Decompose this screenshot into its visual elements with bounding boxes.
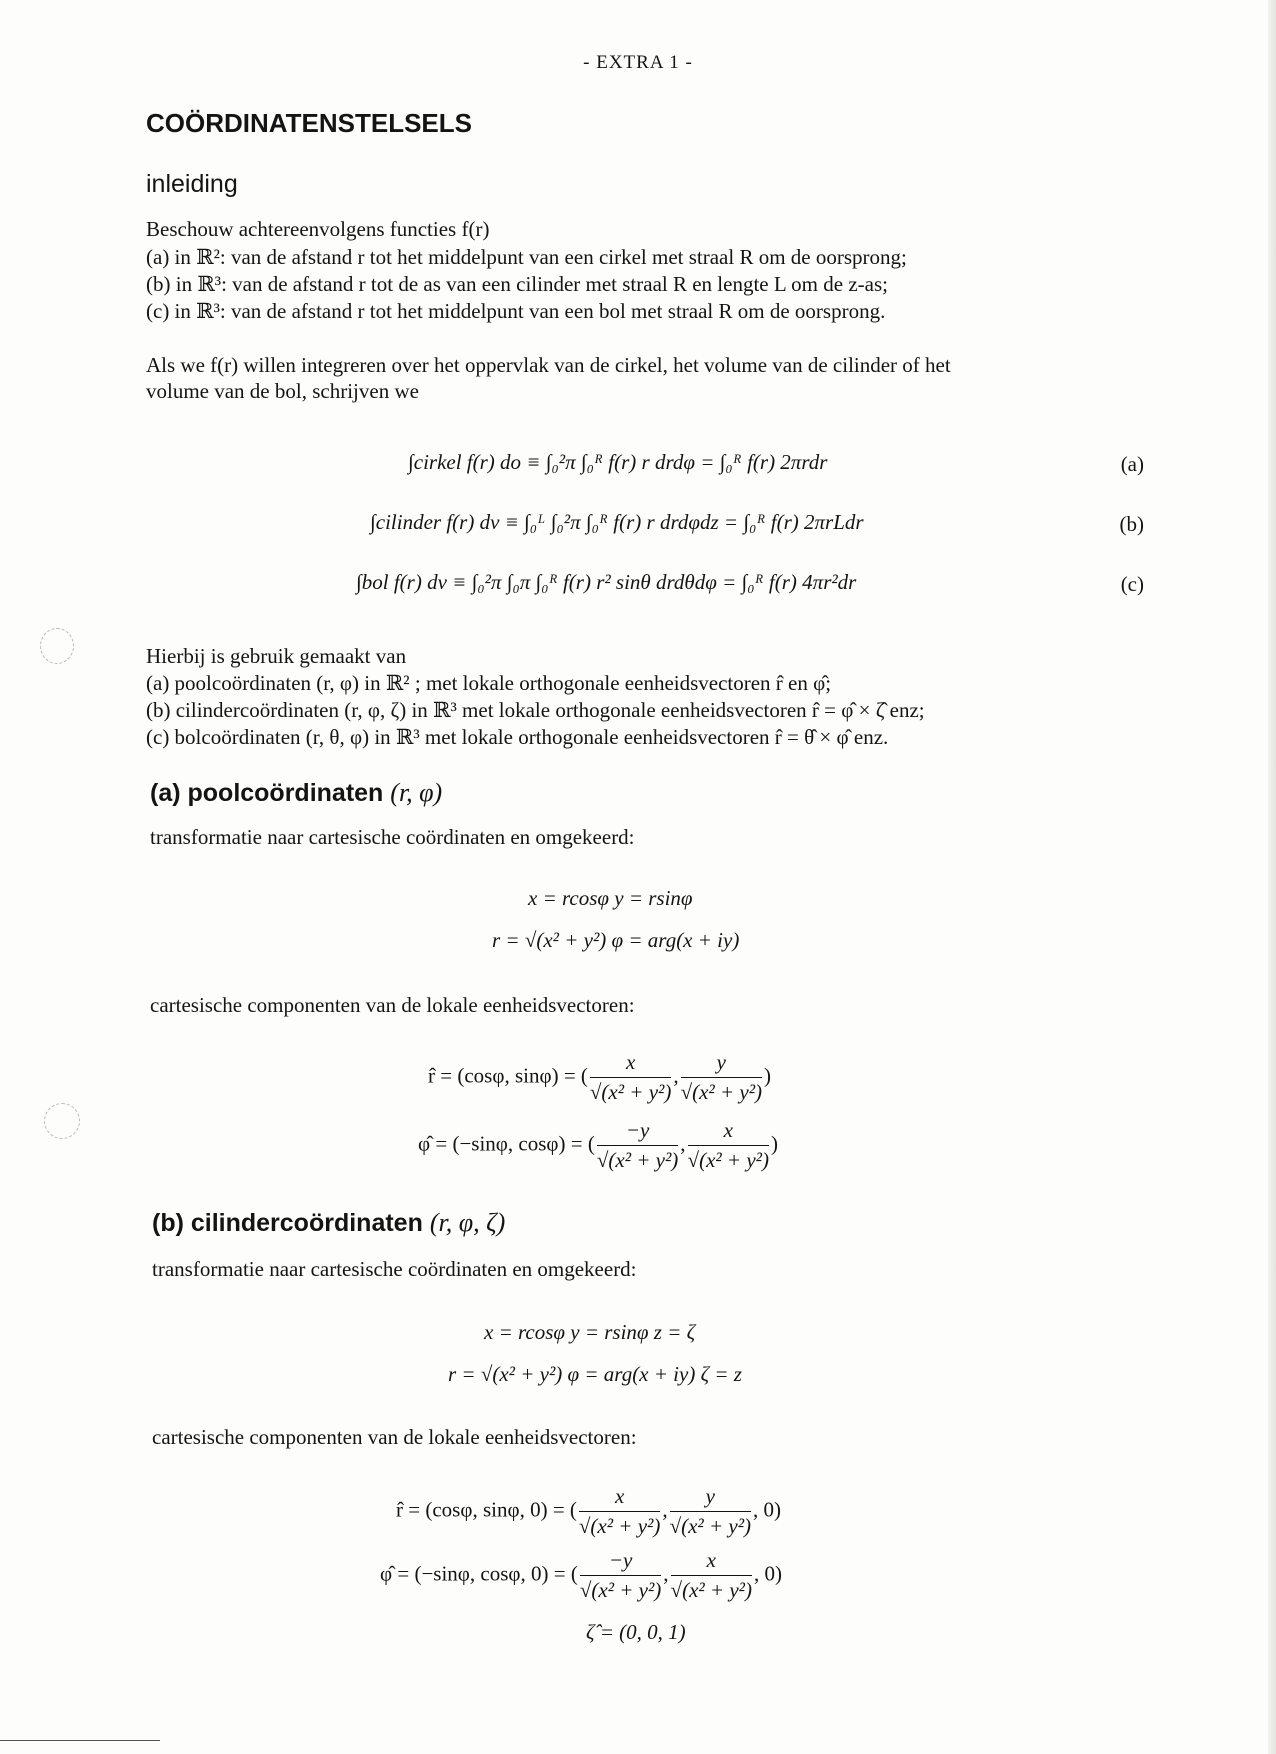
equation-label-c: (c) [1120,572,1144,596]
intro-line-a: (a) in ℝ²: van de afstand r tot het middelpunt van een cirkel met straal R om de oorsprong; [146,245,907,269]
unit-vector-phi [380,1548,782,1603]
close-zero: , 0) [753,1497,781,1522]
section-heading-cilindercoordinaten [152,1208,505,1238]
components-text: cartesische componenten van de lokale eenheidsvectoren: [150,993,635,1017]
transform-equation: x = rcosφ y = rsinφ [528,886,693,910]
denominator: √(x² + y²) [680,1080,762,1104]
section-heading-inleiding: inleiding [146,170,238,198]
fraction [597,1118,678,1173]
separator: , [662,1497,668,1522]
fraction [688,1118,769,1173]
fraction [671,1548,752,1603]
hierbij-line-c: (c) bolcoördinaten (r, θ, φ) in ℝ³ met lokale orthogonale eenheidsvectoren r̂ = θ̂ × φ̂ enz. [146,725,889,749]
hierbij-line-a: (a) poolcoördinaten (r, φ) in ℝ² ; met lokale orthogonale eenheidsvectoren r̂ en φ̂; [146,671,832,695]
page-title: COÖRDINATENSTELSELS [146,108,472,138]
denominator: √(x² + y²) [596,1148,679,1172]
intro-paragraph: volume van de bol, schrijven we [146,379,419,403]
numerator: x [688,1118,769,1146]
vector-left: φ̂ = (−sinφ, cosφ, 0) = ( [380,1561,578,1586]
footer-rule [0,1740,160,1741]
vector-left: r̂ = (cosφ, sinφ) = ( [428,1063,588,1088]
equation-label-b: (b) [1119,512,1144,536]
numerator: −y [597,1118,678,1146]
numerator: −y [580,1548,661,1576]
fraction [579,1484,660,1539]
integral-equation-a: ∫cirkel f(r) do ≡ ∫₀²π ∫₀ᴿ f(r) r drdφ = ∫₀ᴿ f(r) 2πrdr [408,450,828,474]
fraction [670,1484,751,1539]
close-zero: , 0) [753,1561,782,1586]
inverse-transform-equation: r = √(x² + y²) φ = arg(x + iy) [492,928,740,952]
intro-line-b: (b) in ℝ³: van de afstand r tot de as van een cilinder met straal R en lengte L om de z-as; [146,272,888,296]
close-paren: ) [770,1131,778,1156]
transform-equation: x = rcosφ y = rsinφ z = ζ [484,1320,696,1344]
unit-vector-r [396,1484,781,1539]
heading-math: (r, φ) [390,778,443,807]
denominator: √(x² + y²) [669,1514,751,1538]
unit-vector-r [428,1050,771,1105]
numerator: y [670,1484,751,1512]
intro-paragraph: Als we f(r) willen integreren over het oppervlak van de cirkel, het volume van de cilinder of het [146,353,951,377]
unit-vector-zeta: ζ̂ = (0, 0, 1) [586,1620,686,1644]
page-header: - EXTRA 1 - [583,52,693,73]
intro-line: Beschouw achtereenvolgens functies f(r) [146,217,490,241]
separator: , [680,1131,686,1156]
denominator: √(x² + y²) [589,1080,672,1104]
fraction [590,1050,671,1105]
hierbij-line: Hierbij is gebruik gemaakt van [146,644,407,668]
fraction [681,1050,762,1105]
numerator: x [590,1050,671,1078]
vector-left: φ̂ = (−sinφ, cosφ) = ( [418,1131,595,1156]
denominator: √(x² + y²) [687,1148,769,1172]
punch-hole-mark [44,1103,80,1139]
heading-text: (a) poolcoördinaten [150,779,384,807]
denominator: √(x² + y²) [670,1578,752,1602]
punch-hole-mark [40,628,74,664]
separator: , [673,1063,679,1088]
intro-line-c: (c) in ℝ³: van de afstand r tot het middelpunt van een bol met straal R om de oorsprong. [146,299,886,323]
page-edge [1268,0,1276,1754]
close-paren: ) [764,1063,771,1088]
integral-equation-b: ∫cilinder f(r) dv ≡ ∫₀ᴸ ∫₀²π ∫₀ᴿ f(r) r drdφdz = ∫₀ᴿ f(r) 2πrLdr [370,510,864,534]
heading-math: (r, φ, ζ) [429,1208,506,1237]
numerator: x [579,1484,660,1512]
numerator: y [681,1050,762,1078]
transform-text: transformatie naar cartesische coördinaten en omgekeerd: [150,825,635,849]
integral-equation-c: ∫bol f(r) dv ≡ ∫₀²π ∫₀π ∫₀ᴿ f(r) r² sinθ drdθdφ = ∫₀ᴿ f(r) 4πr²dr [356,570,857,594]
section-heading-poolcoordinaten [150,778,442,808]
numerator: x [671,1548,752,1576]
hierbij-line-b: (b) cilindercoördinaten (r, φ, ζ) in ℝ³ met lokale orthogonale eenheidsvectoren r̂ = φ̂ × ζ̂ enz; [146,698,925,722]
vector-left: r̂ = (cosφ, sinφ, 0) = ( [396,1497,577,1522]
separator: , [663,1561,669,1586]
equation-label-a: (a) [1120,452,1144,476]
inverse-transform-equation: r = √(x² + y²) φ = arg(x + iy) ζ = z [448,1362,742,1386]
fraction [580,1548,661,1603]
transform-text: transformatie naar cartesische coördinaten en omgekeerd: [152,1257,637,1281]
components-text: cartesische componenten van de lokale eenheidsvectoren: [152,1425,637,1449]
unit-vector-phi [418,1118,778,1173]
heading-text: (b) cilindercoördinaten [152,1209,423,1237]
denominator: √(x² + y²) [579,1578,662,1602]
denominator: √(x² + y²) [578,1514,661,1538]
